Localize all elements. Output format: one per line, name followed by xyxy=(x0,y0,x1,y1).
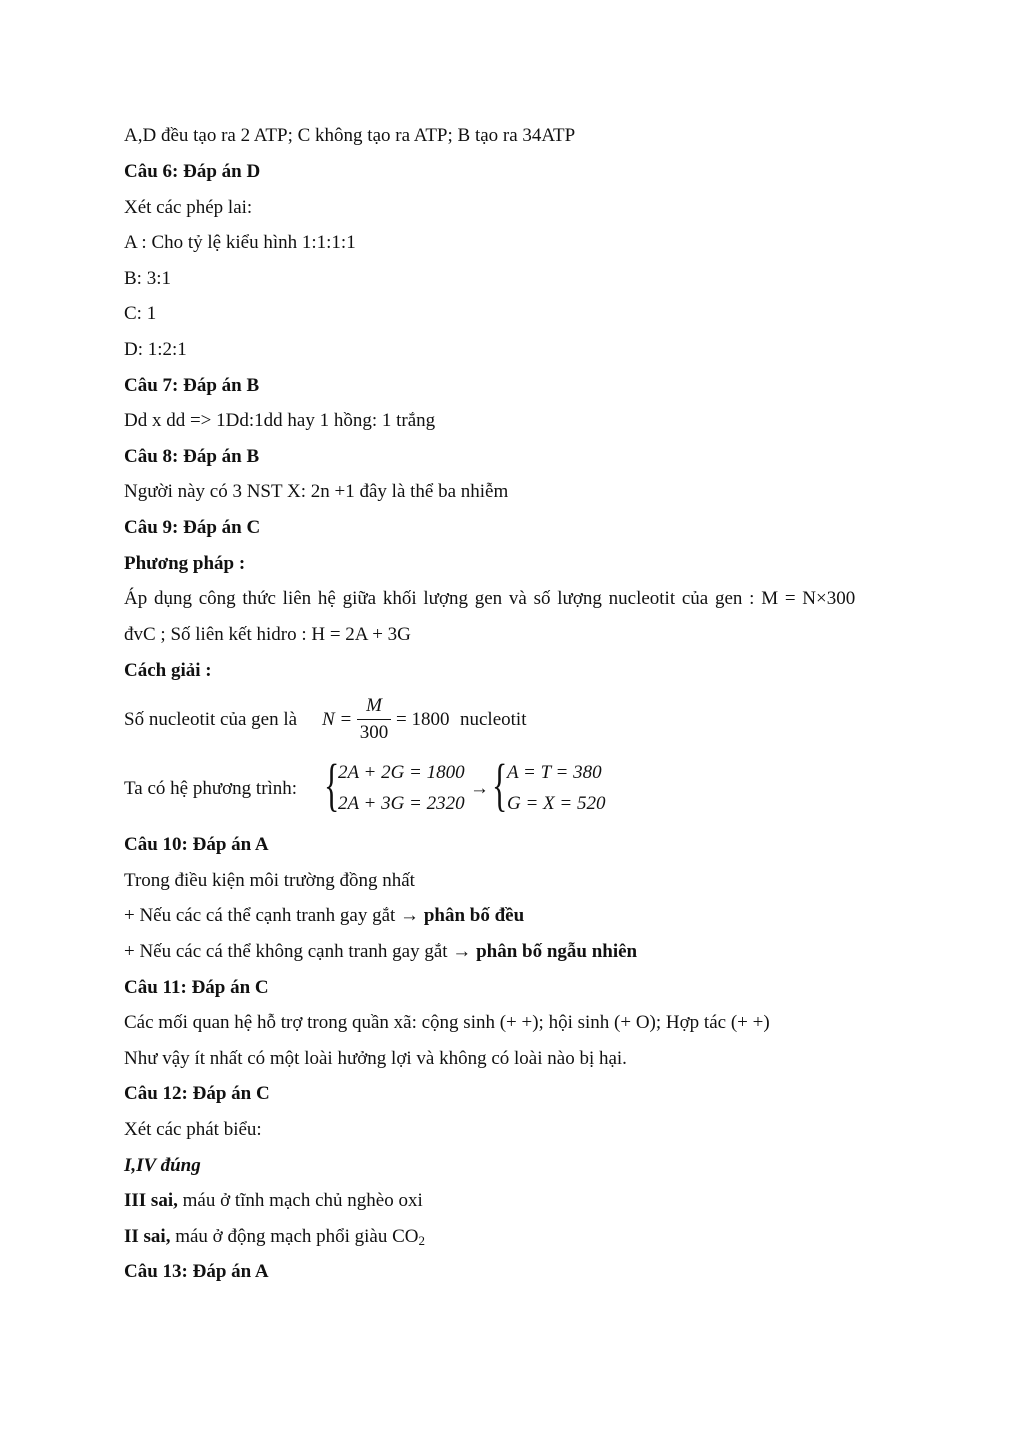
section-heading: Phương pháp : xyxy=(124,553,246,574)
text-line: D: 1:2:1 xyxy=(124,339,187,360)
implies-arrow: → xyxy=(470,778,489,799)
text-line: C: 1 xyxy=(124,303,157,324)
fraction-bar xyxy=(357,719,391,720)
text-line: Ta có hệ phương trình: xyxy=(124,778,298,799)
text-line: Người này có 3 NST X: 2n +1 đây là thể ba nhiễm xyxy=(124,481,509,502)
text-segment: máu ở tĩnh mạch chủ nghèo oxi xyxy=(182,1190,423,1211)
text-line: Như vậy ít nhất có một loài hưởng lợi và không có loài nào bị hại. xyxy=(124,1048,627,1069)
question-heading: Câu 9: Đáp án C xyxy=(124,517,261,538)
formula-rhs: = 1800 xyxy=(396,709,450,730)
fraction-numerator: M xyxy=(366,695,382,716)
text-segment: + Nếu các cá thể không cạnh tranh gay gắt → xyxy=(124,941,472,962)
subscript: 2 xyxy=(418,1233,426,1248)
bold-term: III sai, xyxy=(124,1190,178,1211)
bold-term: II sai, xyxy=(124,1226,171,1247)
text-segment: + Nếu các cá thể cạnh tranh gay gắt → xyxy=(124,905,420,926)
equation-row: 2A + 2G = 1800 xyxy=(338,762,465,783)
question-heading: Câu 11: Đáp án C xyxy=(124,977,269,998)
bold-term: phân bố đều xyxy=(423,905,525,926)
left-brace: { xyxy=(324,752,340,817)
question-heading: Câu 10: Đáp án A xyxy=(124,834,269,855)
fraction-denominator: 300 xyxy=(359,722,389,743)
text-line: Số nucleotit của gen là xyxy=(124,709,298,730)
question-heading: Câu 13: Đáp án A xyxy=(124,1261,269,1282)
question-heading: Câu 6: Đáp án D xyxy=(124,161,261,182)
text-line: I,IV đúng xyxy=(124,1155,201,1176)
text-line: nucleotit xyxy=(460,709,527,730)
text-line: Áp dụng công thức liên hệ giữa khối lượng gen và số lượng nucleotit của gen : M = N×300 xyxy=(124,588,856,609)
equation-row: G = X = 520 xyxy=(507,793,606,814)
text-line: A : Cho tỷ lệ kiểu hình 1:1:1:1 xyxy=(124,232,356,253)
text-line: Xét các phép lai: xyxy=(124,197,253,218)
question-heading: Câu 8: Đáp án B xyxy=(124,446,260,467)
question-heading: Câu 12: Đáp án C xyxy=(124,1083,270,1104)
bold-term: phân bố ngẫu nhiên xyxy=(476,941,638,962)
text-line xyxy=(124,940,637,964)
text-line: B: 3:1 xyxy=(124,268,171,289)
formula-lhs: N = xyxy=(322,709,353,730)
text-line: Trong điều kiện môi trường đồng nhất xyxy=(124,870,415,891)
text-line xyxy=(124,1225,425,1253)
question-heading: Câu 7: Đáp án B xyxy=(124,375,260,396)
section-heading: Cách giải : xyxy=(124,660,212,681)
fraction xyxy=(357,695,391,744)
text-line xyxy=(124,1189,423,1213)
text-line: đvC ; Số liên kết hidro : H = 2A + 3G xyxy=(124,624,411,645)
text-line: Các mối quan hệ hỗ trợ trong quần xã: cộng sinh (+ +); hội sinh (+ O); Hợp tác (+ +) xyxy=(124,1012,770,1033)
equation-row: 2A + 3G = 2320 xyxy=(338,793,465,814)
left-brace: { xyxy=(492,752,508,817)
text-segment: máu ở động mạch phổi giàu CO xyxy=(175,1226,419,1247)
equation-row: A = T = 380 xyxy=(507,762,602,783)
text-line: Xét các phát biểu: xyxy=(124,1119,262,1140)
text-line xyxy=(124,904,524,928)
text-line: A,D đều tạo ra 2 ATP; C không tạo ra ATP; B tạo ra 34ATP xyxy=(124,125,576,146)
text-line: Dd x dd => 1Dd:1dd hay 1 hồng: 1 trắng xyxy=(124,410,436,431)
